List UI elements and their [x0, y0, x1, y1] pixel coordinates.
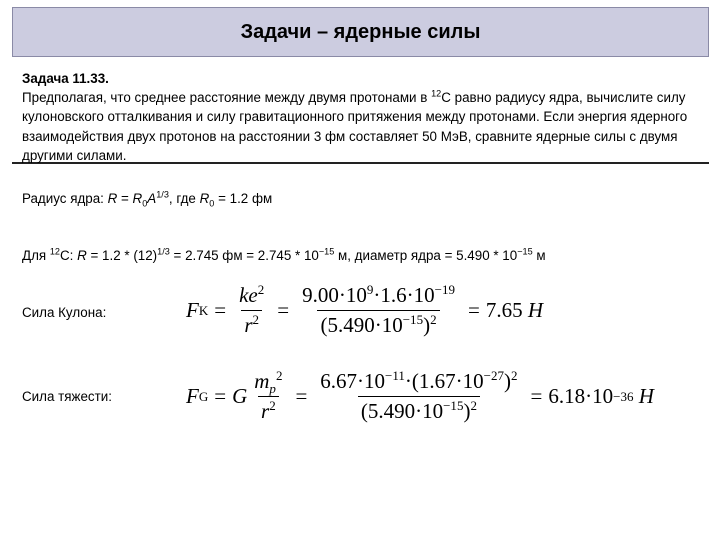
coulomb-num2-e2: −19	[434, 282, 455, 297]
radius-formula-line	[22, 189, 273, 209]
problem-text	[22, 88, 709, 165]
radius-r0: R	[132, 191, 143, 206]
radius-value: = 1.2 фм	[214, 191, 273, 206]
radius-eq: =	[117, 191, 133, 206]
gravity-num2: 6.67·10	[320, 369, 386, 393]
carbon-exp2: −15	[318, 246, 335, 257]
carbon-radius-line	[22, 248, 546, 263]
coulomb-label: Сила Кулона:	[22, 305, 107, 320]
problem-statement	[12, 67, 709, 164]
gravity-den2: (5.490·10	[360, 399, 444, 423]
radius-r0-sub: 0	[142, 198, 148, 209]
coulomb-num2-b: ·1.6·10	[373, 283, 435, 307]
equals-sign: =	[530, 384, 543, 408]
carbon-expr4: м	[532, 248, 546, 263]
coulomb-f: F	[186, 298, 199, 322]
radius-label: Радиус ядра:	[22, 191, 108, 206]
problem-text-part1: Предполагая, что среднее расстояние между двумя протонами в	[22, 90, 432, 106]
carbon-r: R	[77, 248, 87, 263]
radius-symbol: R	[107, 191, 118, 206]
equals-sign: =	[467, 298, 480, 322]
gravity-result: 6.18·10	[548, 384, 614, 408]
page-title: Задачи – ядерные силы	[240, 20, 481, 43]
title-banner	[12, 7, 709, 57]
coulomb-num2: 9.00·10	[302, 283, 367, 307]
equals-sign: =	[295, 384, 308, 408]
carbon-expr3: м, диаметр ядра = 5.490 * 10	[334, 248, 518, 263]
carbon-exp3: −15	[517, 246, 533, 257]
gravity-den2-b: )	[463, 399, 471, 423]
radius-where: , где	[168, 191, 200, 206]
isotope-symbol: C	[441, 90, 451, 106]
gravity-equation: F G = G $\frac{m_p^2}{r^2}$ = $\frac{6.67\cdot 10^{-11}\cdot(1.67\cdot 10^{-27})^2}{(5.490\cdot 10^{-15})^2}$ = 6.18·10 −36 H	[186, 368, 654, 423]
radius-r0-b: R	[199, 191, 210, 206]
carbon-mass: 12	[49, 246, 60, 257]
coulomb-num2-e1: 9	[366, 282, 374, 297]
gravity-f: F	[186, 384, 199, 408]
coulomb-den2-e1: −15	[402, 312, 424, 327]
coulomb-equation: F K = $\frac{ke^2}{r^2}$ = $\frac{9.00\cdot 10^9\cdot 1.6\cdot 10^{-19}}{(5.490\cdot 10^{-15})^2}$ = 7.65 H	[186, 282, 543, 337]
radius-a: A	[147, 191, 157, 206]
coulomb-result: 7.65	[485, 298, 523, 322]
gravity-g: G	[232, 384, 248, 408]
carbon-expr1: = 1.2 * (12)	[86, 248, 158, 263]
gravity-den1-exp: 2	[269, 398, 276, 413]
isotope-mass: 12	[431, 88, 442, 99]
coulomb-den2: (5.490·10	[320, 313, 403, 337]
carbon-prefix: Для	[22, 248, 50, 263]
gravity-label: Сила тяжести:	[22, 389, 112, 404]
gravity-den2-e1: −15	[443, 398, 464, 413]
coulomb-num1-exp: 2	[257, 282, 265, 297]
gravity-num2-b: ·(1.67·10	[404, 369, 484, 393]
equals-sign: =	[214, 298, 227, 322]
gravity-num2-e3: 2	[511, 368, 518, 383]
gravity-num1-sub: p	[269, 381, 276, 397]
radius-exp: 1/3	[156, 189, 169, 200]
gravity-numeric-fraction	[317, 369, 520, 424]
gravity-num2-e2: −27	[483, 368, 505, 383]
carbon-exp1: 1/3	[157, 246, 170, 257]
gravity-num2-e1: −11	[385, 368, 405, 383]
coulomb-unit: H	[527, 298, 543, 322]
radius-r0-b-sub: 0	[209, 198, 215, 209]
carbon-symbol: C:	[60, 248, 78, 263]
gravity-num1-exp: 2	[275, 368, 283, 383]
carbon-expr2: = 2.745 фм = 2.745 * 10	[169, 248, 319, 263]
gravity-unit: H	[638, 384, 654, 408]
gravity-symbolic-fraction	[251, 369, 285, 424]
problem-number: Задача 11.33.	[22, 71, 109, 86]
equals-sign: =	[214, 384, 227, 408]
equals-sign: =	[277, 298, 290, 322]
gravity-num2-c: )	[504, 369, 512, 393]
coulomb-symbolic-fraction	[236, 283, 267, 338]
gravity-num1: m	[254, 369, 270, 393]
coulomb-numeric-fraction	[299, 283, 458, 338]
gravity-den1: r	[261, 399, 270, 423]
coulomb-den1-exp: 2	[252, 312, 260, 327]
coulomb-num1: ke	[239, 283, 258, 307]
coulomb-den1: r	[244, 313, 253, 337]
problem-text-part2: равно радиусу ядра, вычислите силу кулоновского отталкивания и силу гравитационного притяжения между протонами. Если энергия ядерного взаимодействия двух протонов на расстоянии 3 фм составляет 50 МэВ, сравните ядерные силы с двумя другими силами.	[22, 90, 688, 163]
gravity-den2-e2: 2	[470, 398, 477, 413]
coulomb-den2-b: )	[423, 313, 431, 337]
coulomb-den2-e2: 2	[430, 312, 437, 327]
